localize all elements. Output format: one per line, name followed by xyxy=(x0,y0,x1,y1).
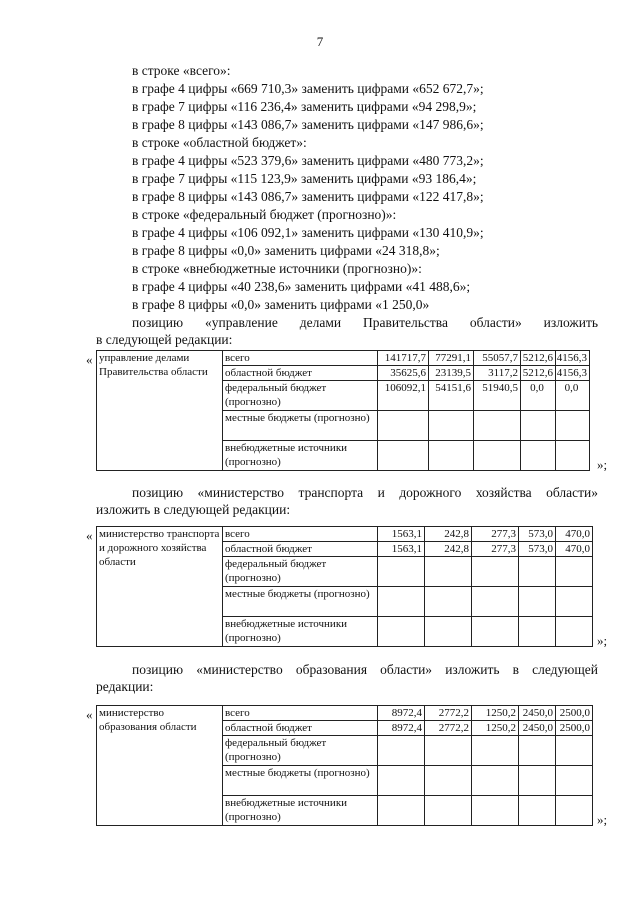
amendment-line: в графе 8 цифры «0,0» заменить цифрами «1 250,0» xyxy=(132,297,430,312)
source-cell: всего xyxy=(223,351,378,366)
value-cell: 242,8 xyxy=(425,542,472,557)
source-cell: областной бюджет xyxy=(223,366,378,381)
value-cell xyxy=(472,736,519,766)
quote-open: « xyxy=(86,352,93,367)
value-cell xyxy=(378,441,429,471)
value-cell xyxy=(556,617,593,647)
value-cell xyxy=(519,587,556,617)
value-cell: 2772,2 xyxy=(425,721,472,736)
value-cell xyxy=(521,441,556,471)
value-cell xyxy=(556,766,593,796)
paragraph-intro-cont: в следующей редакции: xyxy=(96,332,233,347)
value-cell xyxy=(378,796,425,826)
amendment-line: в графе 8 цифры «0,0» заменить цифрами «24 318,8»; xyxy=(132,243,440,258)
value-cell: 2450,0 xyxy=(519,706,556,721)
org-name: министерство транспорта и дорожного хозяйства области xyxy=(97,527,223,647)
value-cell: 573,0 xyxy=(519,527,556,542)
value-cell xyxy=(378,557,425,587)
source-cell: местные бюджеты (прогнозно) xyxy=(223,766,378,796)
source-cell: внебюджетные источники (прогнозно) xyxy=(223,796,378,826)
value-cell xyxy=(378,736,425,766)
value-cell xyxy=(378,411,429,441)
value-cell: 242,8 xyxy=(425,527,472,542)
value-cell xyxy=(519,557,556,587)
value-cell xyxy=(472,796,519,826)
value-cell: 0,0 xyxy=(521,381,556,411)
value-cell xyxy=(378,587,425,617)
quote-open: « xyxy=(86,528,93,543)
value-cell: 141717,7 xyxy=(378,351,429,366)
amendment-line: в строке «федеральный бюджет (прогнозно)»: xyxy=(132,207,397,222)
value-cell: 5212,6 xyxy=(521,351,556,366)
source-cell: внебюджетные источники (прогнозно) xyxy=(223,617,378,647)
value-cell: 2450,0 xyxy=(519,721,556,736)
amendment-line: в графе 8 цифры «143 086,7» заменить цифрами «147 986,6»; xyxy=(132,117,484,132)
value-cell: 2500,0 xyxy=(556,721,593,736)
amendment-line: в графе 4 цифры «523 379,6» заменить цифрами «480 773,2»; xyxy=(132,153,484,168)
source-cell: местные бюджеты (прогнозно) xyxy=(223,587,378,617)
value-cell xyxy=(472,587,519,617)
source-cell: областной бюджет xyxy=(223,721,378,736)
value-cell: 2500,0 xyxy=(556,706,593,721)
value-cell: 1250,2 xyxy=(472,706,519,721)
amendment-line: в графе 7 цифры «116 236,4» заменить цифрами «94 298,9»; xyxy=(132,99,477,114)
value-cell xyxy=(556,441,590,471)
source-cell: федеральный бюджет (прогнозно) xyxy=(223,381,378,411)
value-cell xyxy=(425,587,472,617)
value-cell xyxy=(519,736,556,766)
amendment-line: в графе 7 цифры «115 123,9» заменить цифрами «93 186,4»; xyxy=(132,171,477,186)
value-cell: 8972,4 xyxy=(378,706,425,721)
value-cell: 1563,1 xyxy=(378,542,425,557)
value-cell: 1250,2 xyxy=(472,721,519,736)
value-cell xyxy=(556,796,593,826)
amendment-line: в строке «областной бюджет»: xyxy=(132,135,307,150)
value-cell: 77291,1 xyxy=(429,351,474,366)
amendment-line: в графе 4 цифры «669 710,3» заменить цифрами «652 672,7»; xyxy=(132,81,484,96)
amendment-line: в строке «внебюджетные источники (прогнозно)»: xyxy=(132,261,422,276)
value-cell xyxy=(556,557,593,587)
source-cell: областной бюджет xyxy=(223,542,378,557)
source-cell: всего xyxy=(223,706,378,721)
value-cell xyxy=(425,736,472,766)
value-cell xyxy=(474,441,521,471)
value-cell xyxy=(472,617,519,647)
amendment-line: в графе 8 цифры «143 086,7» заменить цифрами «122 417,8»; xyxy=(132,189,484,204)
value-cell xyxy=(429,411,474,441)
value-cell xyxy=(519,796,556,826)
value-cell xyxy=(425,617,472,647)
amendment-line: в графе 4 цифры «40 238,6» заменить цифрами «41 488,6»; xyxy=(132,279,471,294)
value-cell xyxy=(378,617,425,647)
program-table xyxy=(96,705,593,826)
value-cell: 4156,3 xyxy=(556,366,590,381)
source-cell: федеральный бюджет (прогнозно) xyxy=(223,557,378,587)
value-cell: 8972,4 xyxy=(378,721,425,736)
value-cell xyxy=(425,766,472,796)
value-cell xyxy=(519,766,556,796)
value-cell xyxy=(556,411,590,441)
quote-open: « xyxy=(86,707,93,722)
page-number: 7 xyxy=(316,34,324,49)
paragraph-intro: позицию «министерство образования области» изложить в следующей xyxy=(132,662,598,677)
quote-close: »; xyxy=(597,812,608,827)
value-cell xyxy=(472,557,519,587)
value-cell: 2772,2 xyxy=(425,706,472,721)
value-cell: 35625,6 xyxy=(378,366,429,381)
paragraph-intro-cont: редакции: xyxy=(96,679,154,694)
amendment-line: в графе 4 цифры «106 092,1» заменить цифрами «130 410,9»; xyxy=(132,225,484,240)
value-cell: 277,3 xyxy=(472,527,519,542)
paragraph-intro: позицию «министерство транспорта и дорожного хозяйства области» xyxy=(132,485,598,500)
paragraph-intro-cont: изложить в следующей редакции: xyxy=(96,502,291,517)
value-cell: 106092,1 xyxy=(378,381,429,411)
value-cell: 1563,1 xyxy=(378,527,425,542)
paragraph-intro: позицию «управление делами Правительства области» изложить xyxy=(132,315,598,330)
value-cell xyxy=(519,617,556,647)
value-cell xyxy=(556,736,593,766)
value-cell: 0,0 xyxy=(556,381,590,411)
source-cell: местные бюджеты (прогнозно) xyxy=(223,411,378,441)
value-cell: 51940,5 xyxy=(474,381,521,411)
value-cell xyxy=(378,766,425,796)
value-cell xyxy=(472,766,519,796)
amendment-line: в строке «всего»: xyxy=(132,63,231,78)
value-cell: 5212,6 xyxy=(521,366,556,381)
quote-close: »; xyxy=(597,633,608,648)
value-cell: 470,0 xyxy=(556,527,593,542)
value-cell: 4156,3 xyxy=(556,351,590,366)
value-cell xyxy=(429,441,474,471)
program-table xyxy=(96,350,590,471)
value-cell xyxy=(556,587,593,617)
source-cell: внебюджетные источники (прогнозно) xyxy=(223,441,378,471)
value-cell: 277,3 xyxy=(472,542,519,557)
value-cell: 3117,2 xyxy=(474,366,521,381)
value-cell xyxy=(425,796,472,826)
value-cell xyxy=(474,411,521,441)
value-cell: 23139,5 xyxy=(429,366,474,381)
value-cell xyxy=(521,411,556,441)
org-name: управление делами Правительства области xyxy=(97,351,223,471)
org-name: министерство образования области xyxy=(97,706,223,826)
program-table xyxy=(96,526,593,647)
value-cell: 573,0 xyxy=(519,542,556,557)
value-cell: 54151,6 xyxy=(429,381,474,411)
value-cell: 55057,7 xyxy=(474,351,521,366)
source-cell: всего xyxy=(223,527,378,542)
value-cell xyxy=(425,557,472,587)
value-cell: 470,0 xyxy=(556,542,593,557)
source-cell: федеральный бюджет (прогнозно) xyxy=(223,736,378,766)
quote-close: »; xyxy=(597,457,608,472)
